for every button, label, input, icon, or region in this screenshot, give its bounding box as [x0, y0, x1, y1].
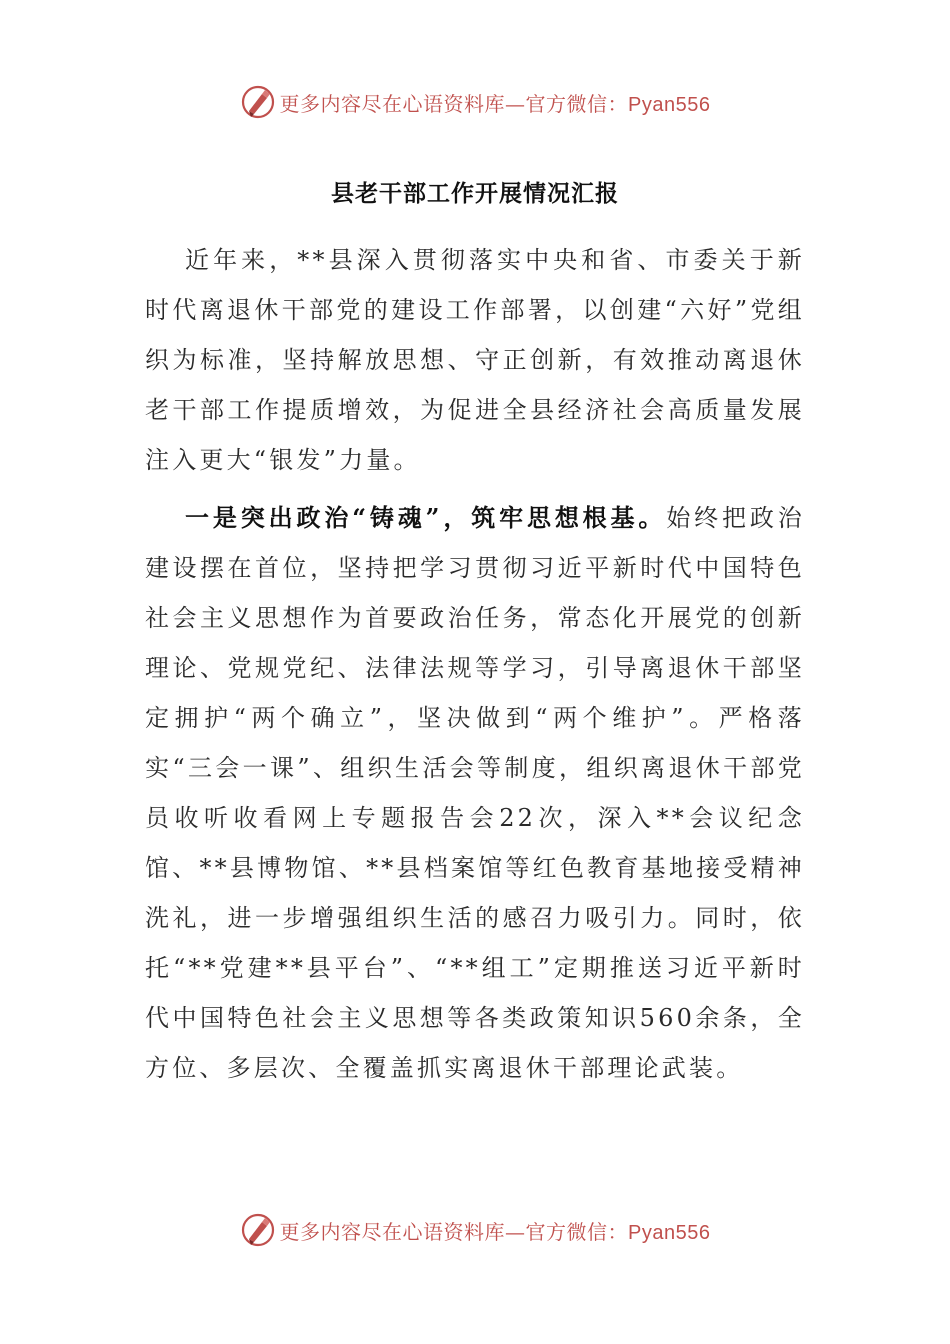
banner-handle: Pyan556	[628, 1221, 711, 1244]
paragraph-text: 始终把政治建设摆在首位，坚持把学习贯彻习近平新时代中国特色社会主义思想作为首要政治任务，常态化开展党的创新理论、党规党纪、法律法规等学习，引导离退休干部坚定拥护“两个确立”，坚决做到“两个维护”。严格落实“三会一课”、组织生活会等制度，组织离退休干部党员收听收看网上专题报告会22次，深入**会议纪念馆、**县博物馆、**县档案馆等红色教育基地接受精神洗礼，进一步增强组织生活的感召力吸引力。同时，依托“**党建**县平台”、“**组工”定期推送习近平新时代中国特色社会主义思想等各类政策知识560余条，全方位、多层次、全覆盖抓实离退休干部理论武装。	[145, 504, 805, 1082]
footer-banner	[0, 1210, 950, 1250]
pen-logo-icon	[240, 1212, 276, 1248]
paragraph-lead: 一是突出政治“铸魂”，筑牢思想根基。	[185, 503, 667, 532]
paragraph-text: 近年来，**县深入贯彻落实中央和省、市委关于新时代离退休干部党的建设工作部署，以创建“六好”党组织为标准，坚持解放思想、守正创新，有效推动离退休老干部工作提质增效，为促进全县经济社会高质量发展注入更大“银发”力量。	[145, 246, 805, 474]
banner-text: 更多内容尽在心语资料库—官方微信：Pyan556	[279, 91, 711, 116]
document-body	[145, 235, 805, 1101]
banner-text: 更多内容尽在心语资料库—官方微信：Pyan556	[279, 1219, 711, 1244]
pen-logo-icon	[240, 84, 276, 120]
banner-handle: Pyan556	[628, 93, 711, 116]
header-banner	[0, 82, 950, 122]
paragraph-political	[145, 493, 805, 1093]
document-title: 县老干部工作开展情况汇报	[331, 180, 619, 207]
paragraph-intro	[145, 235, 805, 485]
